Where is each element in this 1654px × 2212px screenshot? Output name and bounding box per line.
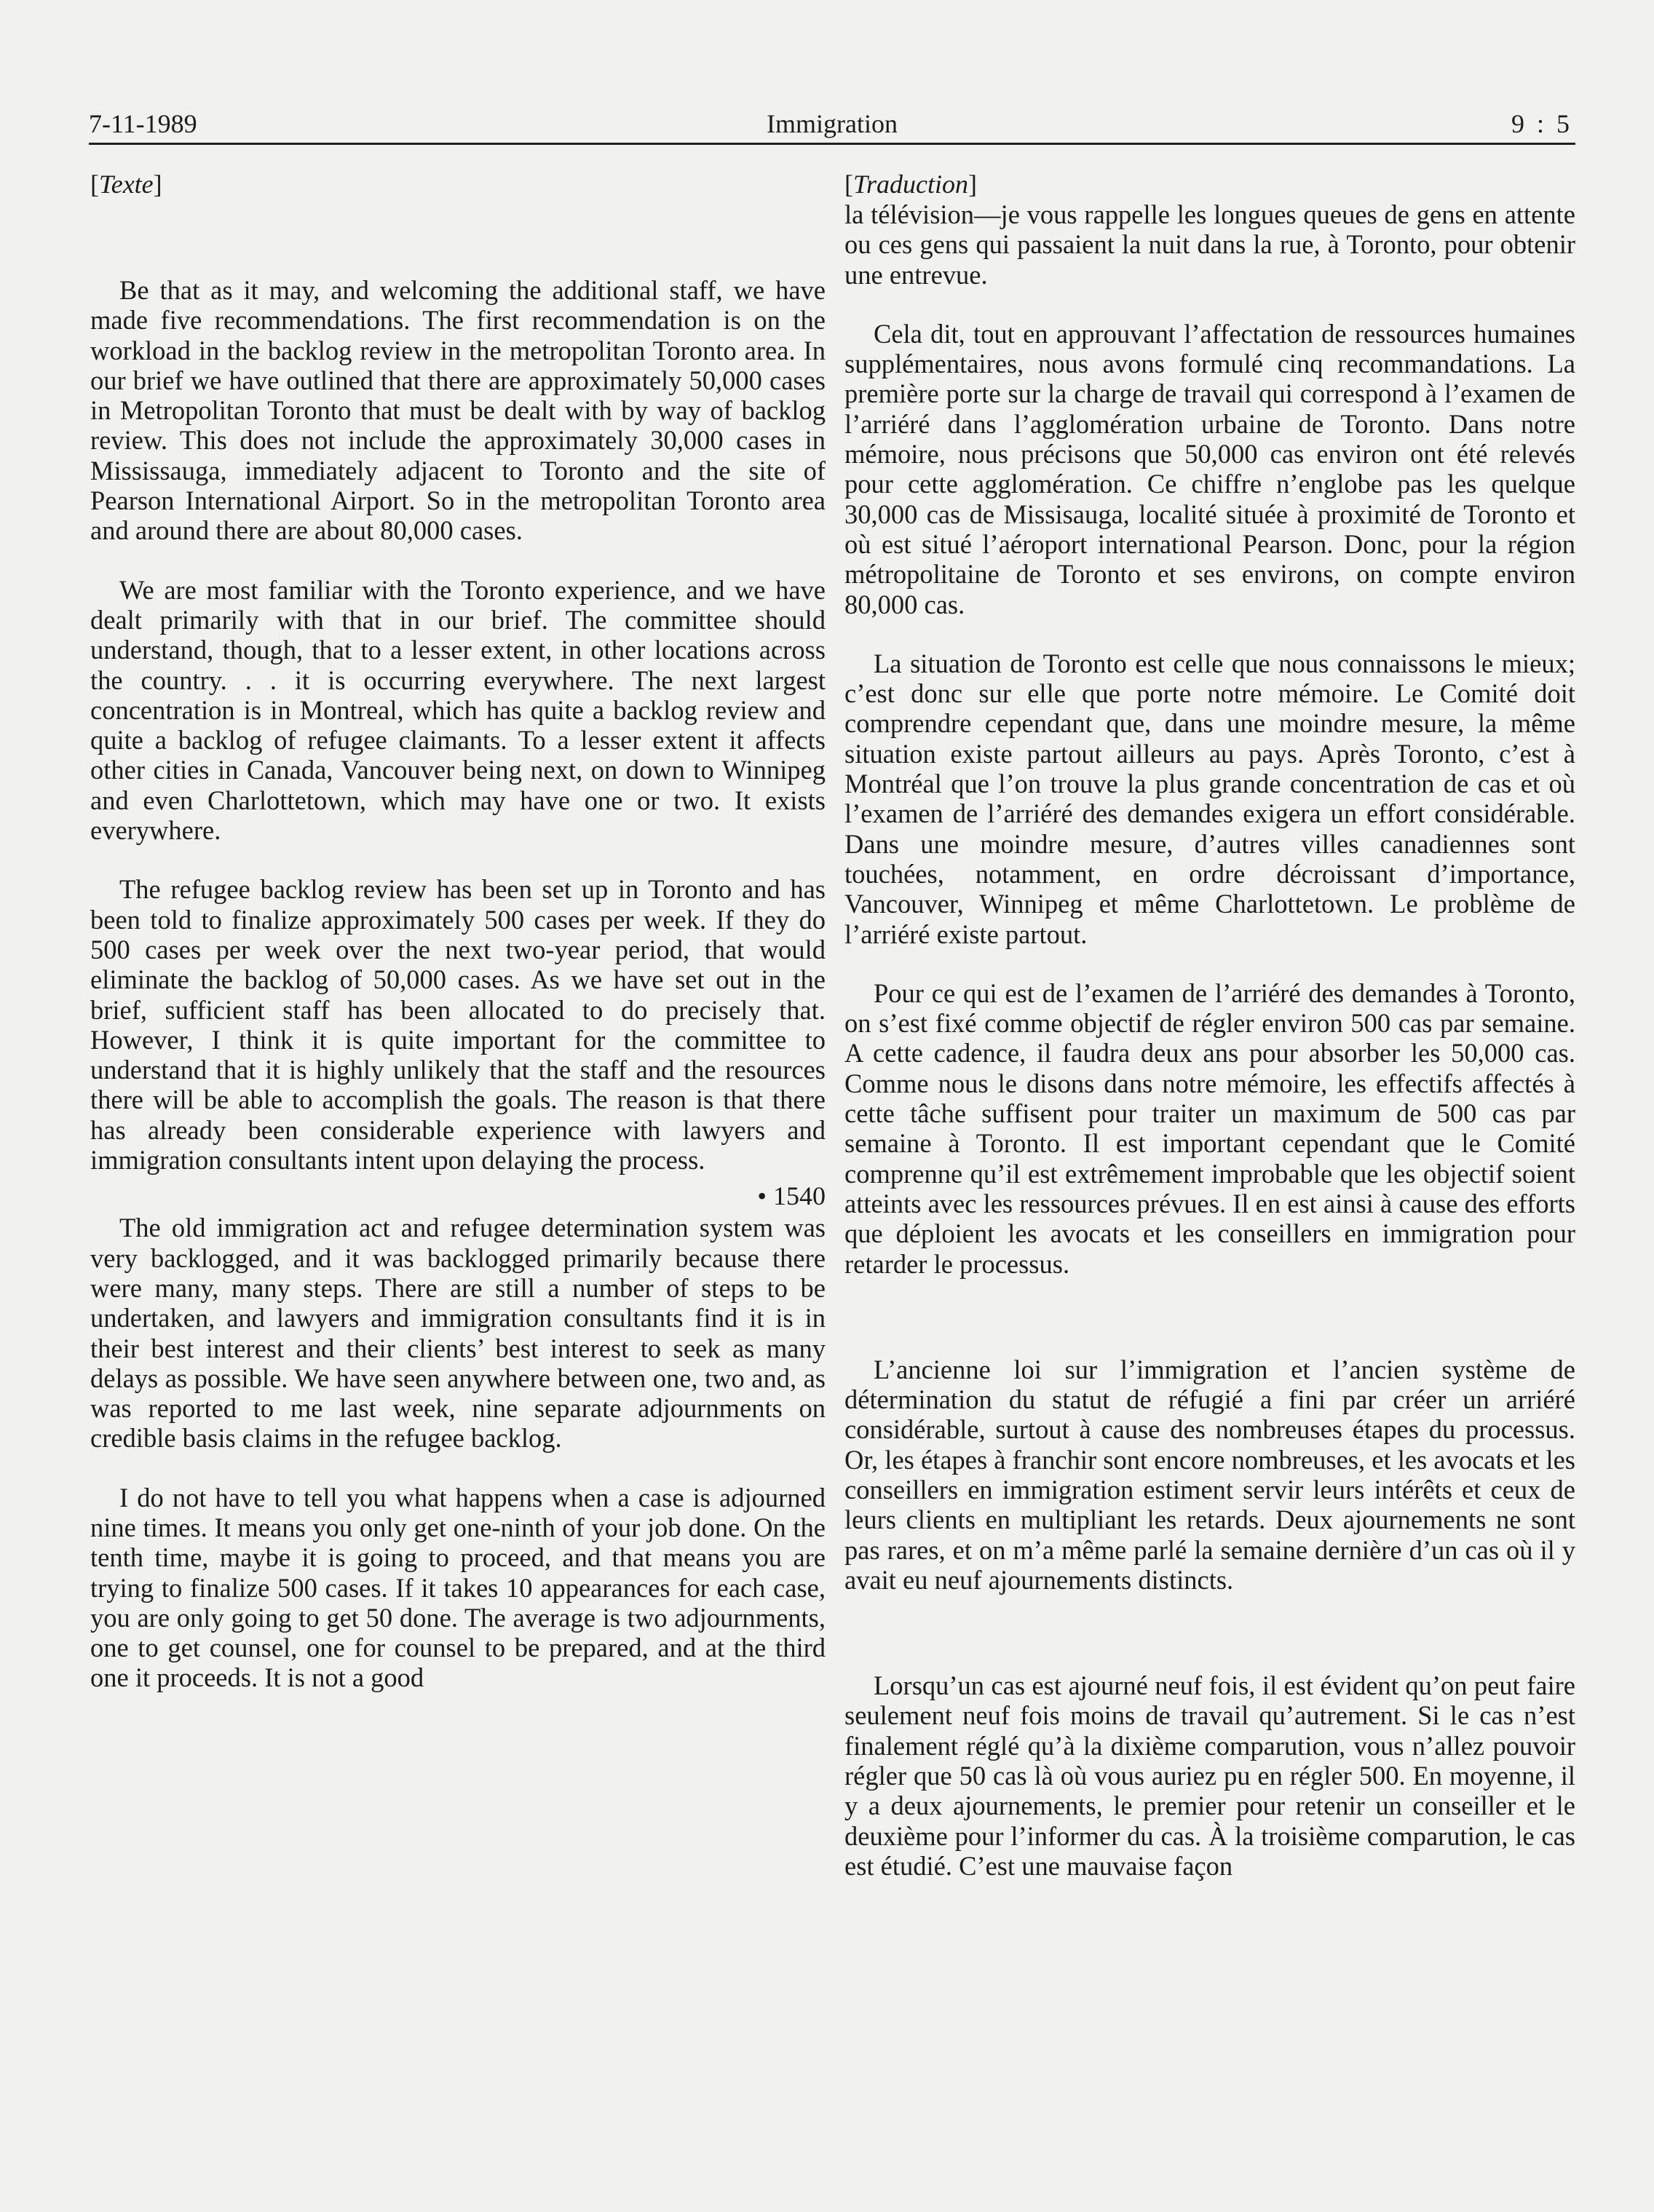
paragraph: The refugee backlog review has been set up in Toronto and has been told to finalize approximately 500 cases per week. If they do 500 cases per week over the next two-year period, that would eliminate the backlog of 50,000 cases. As we have set out in the brief, sufficient staff has been allocated to do precisely that. However, I think it is quite important for the committee to understand that it is highly unlikely that the staff and the resources there will be able to accomplish the goals. The reason is that there has already been considerable experience with lawyers and immigration consultants intent upon delaying the process. [90, 874, 826, 1176]
section-label-texte: [Texte] [90, 170, 162, 199]
paragraph: The old immigration act and refugee determination system was very backlogged, and it was backlogged primarily because there were many, many steps. There are still a number of steps to be undertaken, and lawyers and immigration consultants find it is in their best interest and their clients’ best interest to seek as many delays as possible. We have seen anywhere between one, two and, as was reported to me last week, nine separate adjournments on credible basis claims in the refugee backlog. [90, 1213, 826, 1454]
paragraph: La situation de Toronto est celle que nous connaissons le mieux; c’est donc sur elle que porte notre mémoire. Le Comité doit comprendre cependant que, dans une moindre mesure, la même situation existe partout ailleurs au pays. Après Toronto, c’est à Montréal que l’on trouve la plus grande concentration de cas et où l’examen de l’arriéré des demandes exigera un effort considérable. Dans une moindre mesure, d’autres villes canadiennes sont touchées, notamment, en ordre décroissant d’importance, Vancouver, Winnipeg et même Charlottetown. Le problème de l’arriéré existe partout. [844, 648, 1575, 949]
time-marker: • 1540 [757, 1181, 826, 1211]
page-header [89, 108, 1575, 145]
paragraph: Be that as it may, and welcoming the additional staff, we have made five recommendations. The first recommendation is on the workload in the backlog review in the metropolitan Toronto area. In our brief we have outlined that there are approximately 50,000 cases in Metropolitan Toronto that must be dealt with by way of backlog review. This does not include the approximately 30,000 cases in Mississauga, immediately adjacent to Toronto and the site of Pearson International Airport. So in the metropolitan Toronto area and around there are about 80,000 cases. [90, 275, 826, 546]
paragraph: L’ancienne loi sur l’immigration et l’ancien système de détermination du statut de réfugié a fini par créer un arriéré considérable, surtout à cause des nombreuses étapes du processus. Or, les étapes à franchir sont encore nombreuses, et les avocats et les conseillers en immigration estiment servir leurs intérêts et ceux de leurs clients en multipliant les retards. Deux ajournements ne sont pas rares, et on m’a même parlé la semaine dernière d’un cas où il y avait eu neuf ajournements distincts. [844, 1354, 1575, 1595]
left-column-english [90, 169, 826, 1693]
right-column-french [844, 169, 1575, 1881]
paragraph: Cela dit, tout en approuvant l’affectation de ressources humaines supplémentaires, nous avons formulé cinq recommandations. La première porte sur la charge de travail qui correspond à l’examen de l’arriéré dans l’agglomération urbaine de Toronto. Dans notre mémoire, nous précisons que 50,000 cas environ ont été relevés pour cette agglomération. Ce chiffre n’englobe pas les quelque 30,000 cas de Missisauga, localité située à proximité de Toronto et où est situé l’aéroport international Pearson. Donc, pour la région métropolitaine de Toronto et ses environs, on compte environ 80,000 cas. [844, 318, 1575, 619]
paragraph: We are most familiar with the Toronto experience, and we have dealt primarily with that in our brief. The committee should understand, though, that to a lesser extent, in other locations across the country. . . it is occurring everywhere. The next largest concentration is in Montreal, which has quite a backlog review and quite a backlog of refugee claimants. To a lesser extent it affects other cities in Canada, Vancouver being next, on down to Winnipeg and even Charlottetown, which may have one or two. It exists everywhere. [90, 574, 826, 846]
paragraph: I do not have to tell you what happens when a case is adjourned nine times. It means you only get one-ninth of your job done. On the tenth time, maybe it is going to proceed, and that means you are trying to finalize 500 cases. If it takes 10 appearances for each case, you are only going to get 50 done. The average is two adjournments, one to get counsel, one for counsel to be prepared, and at the third one it proceeds. It is not a good [90, 1482, 826, 1693]
paragraph: Lorsqu’un cas est ajourné neuf fois, il est évident qu’on peut faire seulement neuf fois moins de travail qu’autrement. Si le cas n’est finalement réglé qu’à la dixième comparution, vous n’allez pouvoir régler que 50 cas là où vous auriez pu en régler 500. En moyenne, il y a deux ajournements, le premier pour retenir un conseiller et le deuxième pour l’informer du cas. À la troisième comparution, le cas est étudié. C’est une mauvaise façon [844, 1670, 1575, 1881]
header-page-number: 9 : 5 [1511, 109, 1572, 138]
paragraph: Pour ce qui est de l’examen de l’arriéré des demandes à Toronto, on s’est fixé comme objectif de régler environ 500 cas par semaine. A cette cadence, il faudra deux ans pour absorber les 50,000 cas. Comme nous le disons dans notre mémoire, les effectifs affectés à cette tâche suffisent pour traiter un maximum de 500 cas par semaine à Toronto. Il est important cependant que le Comité comprenne qu’il est extrêmement improbable que les objectif soient atteints avec les ressources prévues. Il en est ainsi à cause des efforts que déploient les avocats et les conseillers en immigration pour retarder le processus. [844, 978, 1575, 1279]
continuation-paragraph: la télévision—je vous rappelle les longues queues de gens en attente ou ces gens qui passaient la nuit dans la rue, à Toronto, pour obtenir une entrevue. [844, 199, 1575, 290]
header-date: 7-11-1989 [89, 109, 197, 138]
header-title: Immigration [767, 109, 898, 138]
section-label-traduction: [Traduction] [844, 170, 978, 199]
